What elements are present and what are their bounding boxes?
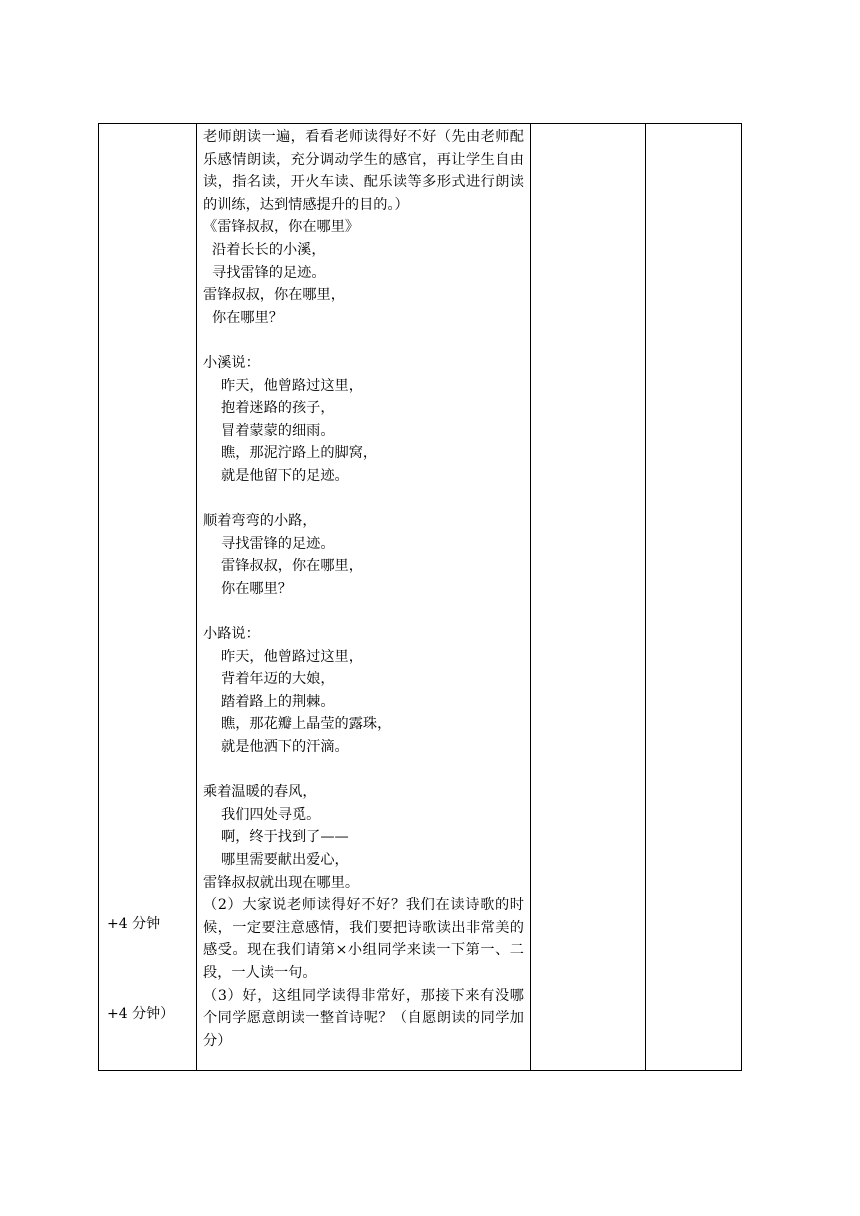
poem-line: 雷锋叔叔，你在哪里， bbox=[203, 558, 363, 575]
poem-line: 小溪说： bbox=[203, 354, 260, 371]
content-column-cell bbox=[197, 124, 531, 1071]
poem-line: 抱着迷路的孩子， bbox=[203, 400, 335, 417]
poem-line: 哪里需要献出爱心， bbox=[203, 852, 349, 868]
intro-paragraph: 老师朗读一遍，看看老师读得好不好（先由老师配乐感情朗读，充分调动学生的感官，再让学生自由读，指名读，开火车读、配乐读等多形式进行朗读的训练，达到情感提升的目的。） bbox=[203, 129, 524, 213]
poem-line: 冒着蒙蒙的细雨。 bbox=[203, 422, 335, 439]
poem-line: 寻找雷锋的足迹。 bbox=[203, 264, 326, 281]
poem-line: 小路说： bbox=[203, 626, 260, 643]
table-row bbox=[99, 124, 742, 1071]
poem-line bbox=[203, 759, 524, 782]
step-3-paragraph: （3）好，这组同学读得非常好，那接下来有没哪个同学愿意朗读一整首诗呢？（自愿朗读的同学加分） bbox=[203, 987, 524, 1049]
poem-line: 寻找雷锋的足迹。 bbox=[203, 535, 335, 552]
poem-line: 你在哪里？ bbox=[203, 580, 292, 597]
poem-line bbox=[203, 329, 524, 352]
poem-line: 沿着长长的小溪， bbox=[203, 241, 326, 258]
poem-block bbox=[203, 216, 524, 894]
poem-line: 乘着温暖的春风， bbox=[203, 784, 317, 801]
poem-line: 瞧，那泥泞路上的脚窝， bbox=[203, 445, 378, 462]
poem-line: 背着年迈的大娘， bbox=[203, 671, 335, 688]
time-column-cell bbox=[99, 124, 197, 1071]
time-mark-1: +4 分钟 bbox=[107, 916, 161, 932]
time-mark-2: +4 分钟） bbox=[107, 1006, 175, 1022]
empty-column-cell-3 bbox=[531, 124, 646, 1071]
poem-line: 《雷锋叔叔，你在哪里》 bbox=[203, 219, 360, 236]
poem-line: 踏着路上的荆棘。 bbox=[203, 693, 335, 710]
empty-column-cell-4 bbox=[646, 124, 742, 1071]
poem-line: 昨天，他曾路过这里， bbox=[203, 377, 363, 394]
lesson-plan-table bbox=[98, 123, 742, 1071]
step-2-paragraph: （2）大家说老师读得好不好？我们在读诗歌的时候，一定要注意感情，我们要把诗歌读出非常美的感受。现在我们请第×小组同学来读一下第一、二段，一人读一句。 bbox=[203, 897, 524, 981]
poem-line: 雷锋叔叔就出现在哪里。 bbox=[203, 874, 360, 891]
poem-line: 就是他洒下的汗滴。 bbox=[203, 739, 349, 756]
poem-line: 啊，终于找到了—— bbox=[203, 829, 349, 846]
poem-line: 雷锋叔叔，你在哪里， bbox=[203, 287, 345, 304]
poem-line bbox=[203, 600, 524, 623]
poem-line: 我们四处寻觅。 bbox=[203, 806, 321, 823]
poem-line: 昨天，他曾路过这里， bbox=[203, 648, 363, 665]
poem-line bbox=[203, 488, 524, 511]
poem-line: 就是他留下的足迹。 bbox=[203, 467, 349, 484]
poem-line: 你在哪里？ bbox=[203, 309, 283, 326]
poem-line: 瞧，那花瓣上晶莹的露珠， bbox=[203, 716, 392, 733]
poem-line: 顺着弯弯的小路， bbox=[203, 513, 317, 530]
